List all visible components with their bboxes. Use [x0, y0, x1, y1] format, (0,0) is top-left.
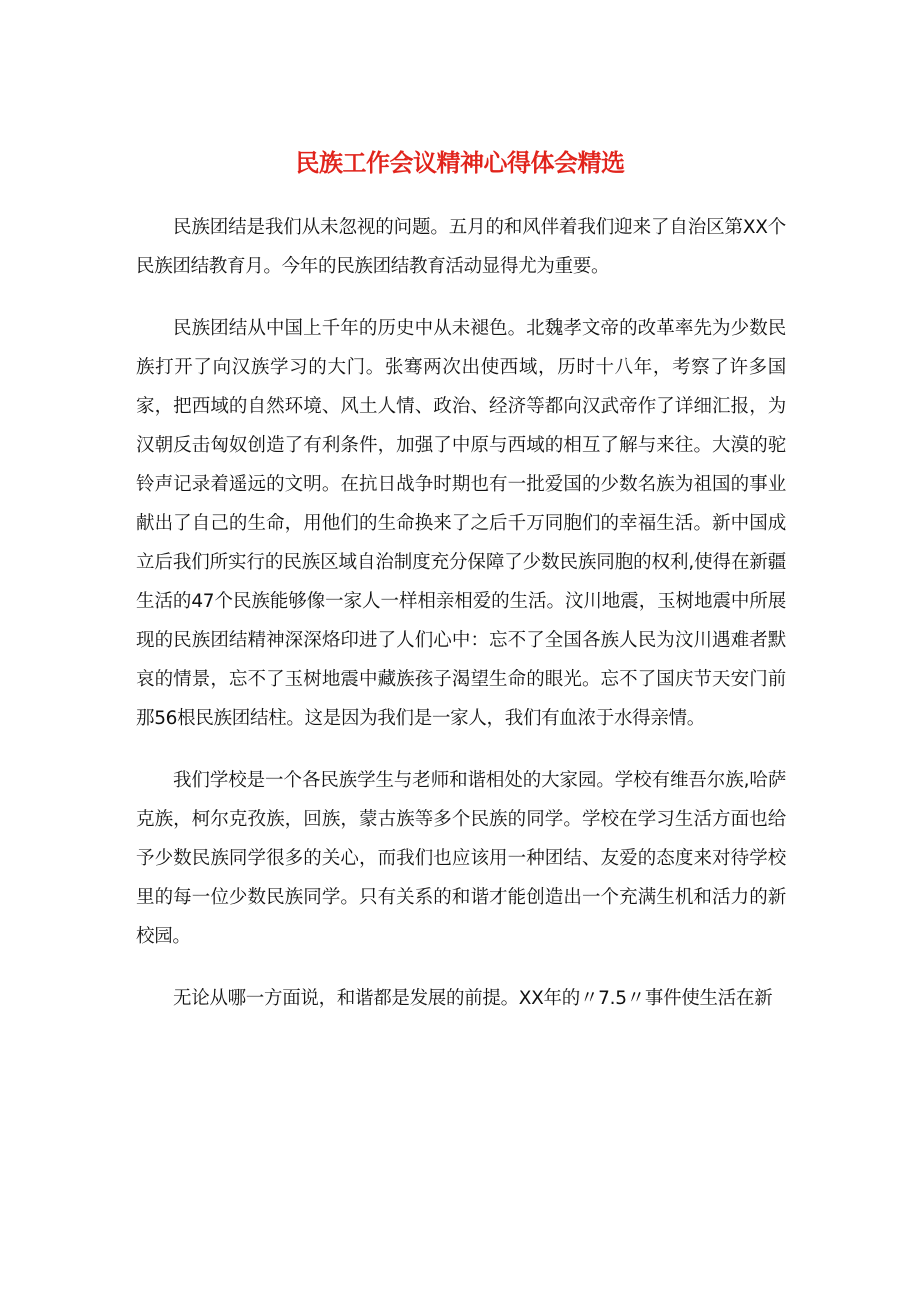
paragraph-4: 无论从哪一方面说，和谐都是发展的前提。XX年的〃7.5〃事件使生活在新 [173, 988, 773, 1009]
document-body [136, 208, 786, 1041]
paragraph-2: 民族团结从中国上千年的历史中从未褪色。北魏孝文帝的改革率先为少数民族打开了向汉族学习的大门。张骞两次出使西域，历时十八年，考察了许多国家，把西域的自然环境、风土人情、政治、经济等都向汉武帝作了详细汇报，为汉朝反击匈奴创造了有利条件，加强了中原与西域的相互了解与来往。大漠的驼铃声记录着遥远的文明。在抗日战争时期也有一批爱国的少数名族为祖国的事业献出了自己的生命，用他们的生命换来了之后千万同胞们的幸福生活。新中国成立后我们所实行的民族区域自治制度充分保障了少数民族同胞的权利,使得在新疆生活的47个民族能够像一家人一样相亲相爱的生活。汶川地震，玉树地震中所展现的民族团结精神深深烙印进了人们心中：忘不了全国各族人民为汶川遇难者默哀的情景，忘不了玉树地震中藏族孩子渴望生命的眼光。忘不了国庆节天安门前那56根民族团结柱。这是因为我们是一家人，我们有血浓于水得亲情。 [136, 318, 786, 729]
paragraph-1: 民族团结是我们从未忽视的问题。五月的和风伴着我们迎来了自治区第XX个民族团结教育月。今年的民族团结教育活动显得尤为重要。 [136, 217, 786, 277]
document-title: 民族工作会议精神心得体会精选 [295, 149, 625, 177]
paragraph-3: 我们学校是一个各民族学生与老师和谐相处的大家园。学校有维吾尔族,哈萨克族，柯尔克孜族，回族，蒙古族等多个民族的同学。学校在学习生活方面也给予少数民族同学很多的关心，而我们也应该用一种团结、友爱的态度来对待学校里的每一位少数民族同学。只有关系的和谐才能创造出一个充满生机和活力的新校园。 [136, 770, 786, 947]
